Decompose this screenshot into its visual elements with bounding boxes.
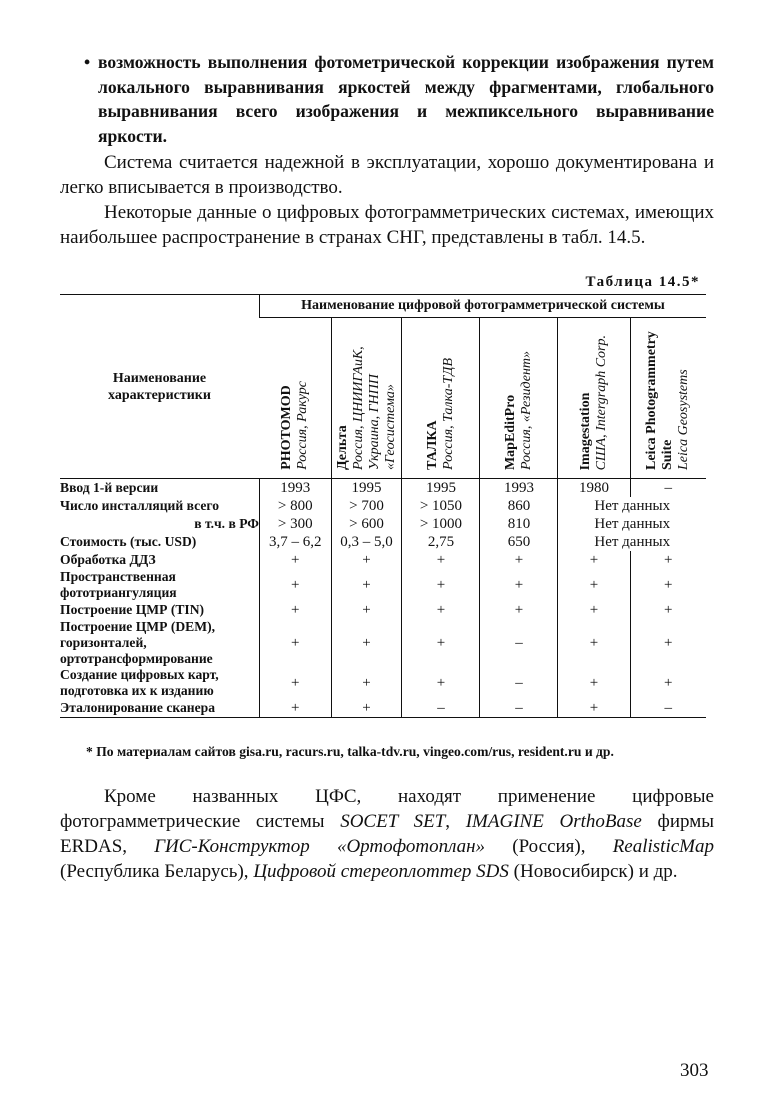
system-title: Цифровой стереоплоттер SDS — [253, 861, 509, 882]
table-header-row — [60, 295, 706, 318]
table-cell: + — [259, 667, 331, 699]
text-segment: (Новосибирск) и др. — [508, 861, 678, 882]
system-org: Россия, Ракурс — [295, 381, 311, 470]
table-row — [60, 515, 706, 533]
system-name: Leica Photogrammetry Suite — [644, 331, 676, 470]
table-cell: + — [480, 551, 558, 569]
system-title: ГИС-Конструктор «Ортофотоплан» — [154, 836, 486, 857]
system-title: SOCET SET — [340, 811, 446, 832]
table-cell: + — [630, 551, 706, 569]
text-segment: Кроме названных ЦФС, находят применение цифровые фотограмметрические системы — [60, 786, 714, 832]
table-cell: > 1000 — [402, 515, 480, 533]
table-cell: + — [630, 619, 706, 667]
paragraph-intro-table: Некоторые данные о цифровых фотограмметрических системах, имеющих наибольшее распространение в странах СНГ, представлены в табл. 14.5. — [60, 202, 714, 248]
bullet-marker: • — [84, 52, 91, 72]
characteristic-header: Наименование характеристики — [60, 295, 259, 479]
no-data-cell: Нет данных — [558, 497, 706, 515]
table-cell: + — [558, 667, 630, 699]
table-cell: + — [259, 601, 331, 619]
table-cell: – — [402, 699, 480, 718]
table-cell: + — [259, 619, 331, 667]
row-label: Построение ЦМР (DEM), горизонталей, ортотрансформирование — [60, 619, 216, 666]
table-cell: + — [402, 569, 480, 601]
table-row — [60, 601, 706, 619]
table-cell: + — [402, 667, 480, 699]
table-cell: + — [331, 667, 402, 699]
system-name: MapEditPro — [502, 394, 518, 470]
table-cell: 3,7 – 6,2 — [259, 533, 331, 551]
table-caption: Таблица 14.5* — [585, 274, 700, 290]
row-label: Создание цифровых карт, подготовка их к изданию — [60, 667, 219, 698]
table-cell: – — [630, 699, 706, 718]
system-org: Россия, Талка-ТДВ — [440, 358, 456, 470]
system-org: Leica Geosystems — [676, 369, 692, 470]
table-cell: + — [331, 699, 402, 718]
table-row — [60, 667, 706, 699]
system-name: Дельта — [334, 425, 350, 470]
system-header — [558, 318, 630, 479]
system-header — [480, 318, 558, 479]
table-cell: 1993 — [480, 479, 558, 498]
table-footnote: * По материалам сайтов gisa.ru, racurs.ru, talka-tdv.ru, vingeo.com/rus, resident.ru и др. — [86, 744, 614, 759]
table-cell: – — [480, 699, 558, 718]
table-cell: + — [331, 551, 402, 569]
table-cell: + — [402, 619, 480, 667]
table-cell: + — [402, 601, 480, 619]
table-cell: + — [630, 667, 706, 699]
row-label: Пространственная фототриангуляция — [60, 569, 177, 600]
table-cell: + — [558, 699, 630, 718]
no-data-cell: Нет данных — [558, 515, 706, 533]
table-cell: 1980 — [558, 479, 630, 498]
row-label: Построение ЦМР (TIN) — [60, 602, 205, 617]
table-cell: + — [331, 569, 402, 601]
system-org: Россия, «Резидент» — [518, 350, 534, 470]
table-cell: 0,3 – 5,0 — [331, 533, 402, 551]
table-cell: 1993 — [259, 479, 331, 498]
table-cell: + — [630, 601, 706, 619]
system-org: Россия, ЦНИИГАиК, Украина, ГНПП «Геосистема» — [350, 346, 398, 470]
table-row — [60, 497, 706, 515]
table-cell: 2,75 — [402, 533, 480, 551]
table-cell: + — [558, 551, 630, 569]
table-cell: – — [480, 619, 558, 667]
bullet-text: возможность выполнения фотометрической коррекции изображения путем локального выравнивания яркостей между фрагментами, глобального выравнивания всего изображения и межпиксельного выравнивание яркости. — [98, 52, 714, 146]
table-cell: + — [558, 569, 630, 601]
system-name: ТАЛКА — [424, 420, 440, 470]
system-header — [402, 318, 480, 479]
row-label: в т.ч. в РФ — [194, 516, 259, 531]
table-cell: + — [558, 619, 630, 667]
system-name: PHOTOMOD — [279, 385, 295, 470]
table-cell: + — [259, 699, 331, 718]
table-cell: > 600 — [331, 515, 402, 533]
table-row — [60, 619, 706, 667]
table-cell: 650 — [480, 533, 558, 551]
table-cell: + — [259, 569, 331, 601]
table-cell: > 1050 — [402, 497, 480, 515]
system-title: IMAGINE OrthoBase — [465, 811, 642, 832]
table-cell: + — [259, 551, 331, 569]
table-row — [60, 533, 706, 551]
table-row — [60, 551, 706, 569]
paragraph-reliability: Система считается надежной в эксплуатации, хорошо документирована и легко вписывается в производство. — [60, 152, 714, 198]
system-header — [630, 318, 706, 479]
table-cell: 1995 — [402, 479, 480, 498]
systems-table — [60, 294, 706, 718]
text-segment: , — [445, 811, 466, 832]
text-segment: (Республика Беларусь), — [60, 861, 254, 882]
system-header — [259, 318, 331, 479]
table-cell: > 700 — [331, 497, 402, 515]
row-label: Эталонирование сканера — [60, 699, 259, 718]
table-row — [60, 699, 706, 718]
system-org: США, Intergraph Corp. — [594, 334, 610, 470]
row-label: Стоимость (тыс. USD) — [60, 534, 197, 549]
table-cell: + — [480, 601, 558, 619]
system-name: Imagestation — [578, 392, 594, 470]
system-title: RealisticMap — [612, 836, 714, 857]
table-cell: > 300 — [259, 515, 331, 533]
bullet-item — [84, 50, 714, 148]
text-segment: фирмы ERDAS, — [60, 811, 714, 857]
paragraph-other-systems — [60, 784, 714, 884]
table-cell: 860 — [480, 497, 558, 515]
page-number: 303 — [680, 1060, 709, 1081]
table-cell: 810 — [480, 515, 558, 533]
row-label: Число инсталляций всего — [60, 498, 219, 513]
row-label: Обработка ДДЗ — [60, 552, 156, 567]
table-cell: – — [630, 479, 706, 498]
no-data-cell: Нет данных — [558, 533, 706, 551]
table-cell: > 800 — [259, 497, 331, 515]
table-row — [60, 479, 706, 498]
table-cell: 1995 — [331, 479, 402, 498]
table-cell: + — [630, 569, 706, 601]
text-segment: (Россия), — [485, 836, 613, 857]
table-cell: + — [402, 551, 480, 569]
table-cell: + — [331, 601, 402, 619]
system-group-header: Наименование цифровой фотограмметрической системы — [259, 295, 706, 318]
table-cell: – — [480, 667, 558, 699]
system-header — [331, 318, 402, 479]
table-cell: + — [331, 619, 402, 667]
table-row — [60, 569, 706, 601]
table-cell: + — [558, 601, 630, 619]
table-cell: + — [480, 569, 558, 601]
row-label: Ввод 1-й версии — [60, 479, 259, 498]
